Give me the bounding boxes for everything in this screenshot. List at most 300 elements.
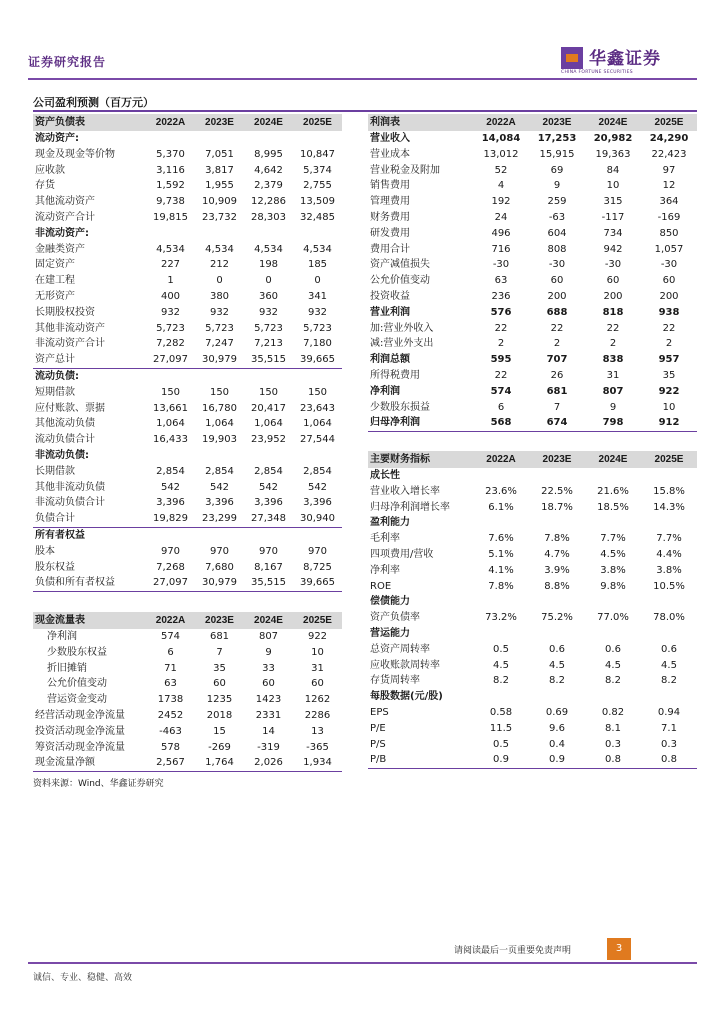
row-value: 957: [658, 354, 680, 366]
row-value: 496: [491, 227, 511, 239]
row-value: 1423: [255, 694, 282, 706]
row-value: [146, 368, 195, 384]
row-value: 4.5: [549, 659, 565, 671]
table-row: [33, 645, 342, 661]
row-value: 22,423: [651, 148, 687, 160]
row-value: 13,012: [483, 148, 519, 160]
row-label: 资产总计: [33, 352, 146, 368]
row-value: [585, 468, 641, 484]
row-value: 932: [258, 306, 279, 318]
table-row: [33, 432, 342, 448]
year-header: 2024E: [585, 451, 641, 468]
row-value: 2286: [304, 709, 331, 721]
row-label: 现金流量净额: [33, 755, 146, 771]
table-row: [368, 321, 697, 337]
row-value: 18.5%: [597, 501, 629, 513]
row-value: 8.2: [605, 675, 621, 687]
year-header: 2025E: [293, 612, 342, 629]
table-row: [33, 385, 342, 401]
row-label: 总资产周转率: [370, 643, 430, 655]
table-row: [33, 257, 342, 273]
table-row: [368, 563, 697, 579]
logo-chinese-name: 华鑫证券: [589, 49, 661, 69]
row-value: 1,057: [654, 243, 684, 255]
row-value: 0.9: [473, 752, 529, 768]
row-value: 10,847: [300, 148, 335, 160]
year-header: 2023E: [195, 114, 244, 131]
row-value: 19,363: [595, 148, 631, 160]
row-value: 2: [665, 338, 673, 350]
table-row: [368, 273, 697, 289]
row-label: 其他非流动负债: [35, 481, 105, 493]
row-value: 315: [603, 196, 623, 208]
row-value: -30: [548, 259, 566, 271]
year-header: 2022A: [146, 612, 195, 629]
row-value: 7.1: [661, 722, 677, 734]
row-value: 22: [606, 322, 620, 334]
row-value: 3,396: [303, 497, 332, 509]
year-header: 2025E: [641, 451, 697, 468]
row-value: 15: [213, 725, 226, 737]
row-value: 27,348: [244, 511, 293, 527]
row-value: 922: [307, 631, 328, 642]
row-value: [195, 131, 244, 147]
row-value: 30,979: [195, 352, 244, 368]
row-value: [529, 689, 585, 705]
table-row: [368, 531, 697, 547]
company-logo: [561, 46, 701, 76]
row-value: [473, 689, 529, 705]
row-label: 现金及现金等价物: [35, 148, 115, 160]
row-value: 7,247: [205, 338, 234, 350]
row-value: 2,854: [254, 465, 283, 477]
logo-mark-icon: [561, 47, 583, 69]
year-header: 2024E: [244, 612, 293, 629]
year-header: 2023E: [529, 114, 585, 131]
row-value: 13,661: [153, 402, 188, 414]
row-value: 604: [547, 227, 567, 239]
row-value: [641, 468, 697, 484]
row-label: 财务费用: [370, 211, 410, 223]
table-row: [368, 484, 697, 500]
row-value: 12,286: [251, 196, 286, 208]
row-value: 14: [262, 725, 275, 737]
row-value: 0.4: [549, 738, 565, 750]
table-row: [368, 594, 697, 610]
row-value: 341: [307, 290, 328, 302]
row-value: [146, 448, 195, 464]
row-label: 毛利率: [370, 533, 400, 545]
row-label: 存货周转率: [370, 675, 420, 687]
row-label: 长期股权投资: [35, 306, 95, 318]
table-row: [33, 629, 342, 645]
row-value: 1,592: [156, 180, 185, 192]
row-value: 1: [167, 275, 174, 287]
row-label: P/S: [370, 738, 386, 750]
table-row: [33, 724, 342, 740]
table-row: [33, 210, 342, 226]
row-value: [195, 368, 244, 384]
page-number: 3: [607, 938, 631, 960]
row-value: -319: [257, 741, 280, 753]
row-value: 28,303: [251, 211, 286, 223]
table-row: [33, 368, 342, 384]
row-value: 932: [160, 306, 181, 318]
table-row: [33, 661, 342, 677]
row-value: 0.8: [585, 752, 641, 768]
table-row: [33, 755, 342, 771]
row-value: 20,417: [251, 402, 286, 414]
table-row: [368, 468, 697, 484]
row-value: 10: [662, 401, 676, 413]
row-value: 4.5: [493, 659, 509, 671]
table-row: [33, 448, 342, 464]
row-value: 13,509: [300, 196, 335, 208]
row-label: 少数股东损益: [370, 401, 430, 413]
row-value: 2,567: [146, 755, 195, 771]
row-value: 970: [209, 545, 230, 557]
row-value: 716: [491, 243, 511, 255]
row-value: 150: [258, 386, 279, 398]
row-value: 2,854: [205, 465, 234, 477]
row-value: 0: [216, 275, 223, 287]
row-value: 14.3%: [653, 501, 685, 513]
year-header: 2024E: [244, 114, 293, 131]
table-header-row: [368, 451, 697, 468]
row-label: 销售费用: [370, 180, 410, 192]
row-value: 11.5: [489, 722, 513, 734]
row-label: 应收款: [35, 164, 65, 176]
row-value: [195, 226, 244, 242]
row-value: 60: [606, 275, 620, 287]
row-value: 60: [550, 275, 564, 287]
row-label: 其他流动负债: [35, 418, 95, 430]
row-value: -169: [657, 211, 681, 223]
row-value: 12: [662, 180, 676, 192]
table-row: [33, 676, 342, 692]
row-value: 6: [167, 646, 174, 658]
row-label: 净利率: [370, 564, 400, 576]
row-value: 1,064: [254, 418, 283, 430]
row-value: 10,909: [202, 196, 237, 208]
row-value: 7: [553, 401, 561, 413]
table-row: [33, 416, 342, 432]
row-value: 71: [164, 662, 177, 674]
row-value: [146, 226, 195, 242]
row-value: -30: [604, 259, 622, 271]
row-value: 807: [602, 385, 624, 397]
row-value: 5,374: [303, 164, 332, 176]
disclaimer-note: 请阅读最后一页重要免责声明: [454, 946, 572, 956]
row-label: 营业利润: [370, 306, 410, 318]
row-value: 942: [603, 243, 623, 255]
row-value: 3,396: [156, 497, 185, 509]
row-value: 7,282: [156, 338, 185, 350]
row-value: [585, 515, 641, 531]
row-value: 39,665: [293, 352, 342, 368]
row-value: 707: [546, 354, 568, 366]
table-row: [33, 242, 342, 258]
table-row: [33, 289, 342, 305]
row-value: 574: [160, 631, 181, 642]
row-value: 60: [213, 678, 226, 690]
row-label: 费用合计: [370, 243, 410, 255]
row-value: 185: [307, 259, 328, 271]
table-title: 利润表: [368, 114, 473, 131]
row-value: 52: [494, 164, 508, 176]
row-value: 5,723: [254, 322, 283, 334]
row-value: 0.82: [601, 706, 625, 718]
income-statement-table: [368, 114, 697, 432]
row-label: 非流动资产合计: [35, 338, 105, 350]
row-value: 22: [550, 322, 564, 334]
table-row: [368, 752, 697, 768]
row-value: 22: [494, 369, 508, 381]
row-value: 21.6%: [597, 485, 629, 497]
table-row: [33, 464, 342, 480]
row-value: 808: [547, 243, 567, 255]
table-row: [368, 305, 697, 321]
row-label: 每股数据(元/股): [370, 691, 443, 703]
row-value: [641, 689, 697, 705]
table-row: [33, 560, 342, 576]
row-value: 807: [258, 631, 279, 642]
row-label: EPS: [370, 706, 389, 718]
row-value: 932: [209, 306, 230, 318]
year-header: 2025E: [641, 114, 697, 131]
table-row: [368, 515, 697, 531]
row-value: 84: [606, 164, 620, 176]
row-value: 0.58: [489, 706, 513, 718]
row-value: 574: [490, 385, 512, 397]
row-value: 838: [602, 354, 624, 366]
row-value: 39,665: [293, 575, 342, 591]
table-title: 主要财务指标: [368, 451, 473, 468]
row-value: 6: [497, 401, 505, 413]
row-value: 0.94: [657, 706, 681, 718]
row-label: 营业收入: [370, 133, 410, 144]
data-source-note: 资料来源：Wind、华鑫证券研究: [33, 779, 164, 789]
row-value: 31: [311, 662, 324, 674]
table-row: [33, 495, 342, 511]
table-row: [33, 575, 342, 591]
row-value: 1,764: [195, 755, 244, 771]
row-value: [529, 626, 585, 642]
row-value: 27,097: [146, 352, 195, 368]
row-value: 0.5: [493, 738, 509, 750]
row-value: 2331: [255, 709, 282, 721]
row-value: 0.69: [545, 706, 569, 718]
row-value: 75.2%: [541, 612, 573, 624]
row-label: 无形资产: [35, 290, 75, 302]
table-row: [368, 673, 697, 689]
row-value: [195, 448, 244, 464]
row-value: [293, 368, 342, 384]
row-value: 3,396: [205, 497, 234, 509]
row-value: [244, 527, 293, 543]
financial-indicators-table: [368, 451, 697, 769]
row-label: 负债和所有者权益: [33, 575, 146, 591]
row-label: 少数股东权益: [47, 646, 107, 658]
row-value: 20,982: [593, 133, 633, 144]
row-value: 13: [311, 725, 324, 737]
row-value: 10.5%: [653, 580, 685, 592]
header-divider: [28, 78, 697, 80]
row-value: 4.1%: [488, 564, 514, 576]
row-value: 2018: [206, 709, 233, 721]
table-row: [368, 579, 697, 595]
row-label: 股本: [35, 545, 55, 557]
row-value: 681: [209, 631, 230, 642]
row-value: 364: [659, 196, 679, 208]
row-value: 9.6: [549, 722, 565, 734]
row-value: [585, 689, 641, 705]
table-row: [368, 415, 697, 431]
table-header-row: [33, 612, 342, 629]
row-value: [293, 226, 342, 242]
row-label: 流动负债合计: [35, 434, 95, 446]
row-label: 研发费用: [370, 227, 410, 239]
row-label: 管理费用: [370, 196, 410, 208]
row-value: [473, 626, 529, 642]
row-value: 17,253: [537, 133, 577, 144]
row-value: 1,064: [205, 418, 234, 430]
row-value: 542: [258, 481, 279, 493]
row-value: 192: [491, 196, 511, 208]
row-value: 0.8: [641, 752, 697, 768]
row-label: 应付账款、票据: [35, 402, 105, 414]
row-value: 60: [311, 678, 324, 690]
row-label: 营运能力: [370, 627, 410, 639]
row-value: [529, 468, 585, 484]
row-value: 4.5: [661, 659, 677, 671]
row-value: 23,732: [202, 211, 237, 223]
row-value: 227: [160, 259, 181, 271]
row-value: 7,213: [254, 338, 283, 350]
table-row: [368, 257, 697, 273]
table-row: [33, 511, 342, 527]
row-label: 归母净利润增长率: [370, 501, 450, 513]
table-row: [33, 544, 342, 560]
table-row: [368, 500, 697, 516]
row-value: 970: [258, 545, 279, 557]
row-label: 公允价值变动: [47, 678, 107, 690]
row-value: -30: [492, 259, 510, 271]
row-value: 970: [307, 545, 328, 557]
row-value: 8,167: [254, 561, 283, 573]
row-value: [244, 131, 293, 147]
row-value: [293, 527, 342, 543]
row-value: 8.1: [605, 722, 621, 734]
row-label: ROE: [370, 580, 392, 592]
row-value: 97: [662, 164, 676, 176]
row-label: 减:营业外支出: [370, 338, 434, 350]
row-value: 4.5: [605, 659, 621, 671]
table-row: [368, 610, 697, 626]
row-value: 3.8%: [656, 564, 682, 576]
row-label: 非流动负债:: [35, 449, 89, 461]
table-row: [33, 740, 342, 756]
row-value: 18.7%: [541, 501, 573, 513]
year-header: 2022A: [473, 114, 529, 131]
row-value: 0.3: [605, 738, 621, 750]
table-row: [33, 305, 342, 321]
row-label: 应收账款周转率: [370, 659, 440, 671]
row-label: 营业收入增长率: [370, 485, 440, 497]
row-value: 850: [659, 227, 679, 239]
row-value: 8.2: [493, 675, 509, 687]
row-label: 营业税金及附加: [370, 164, 440, 176]
row-value: -117: [601, 211, 625, 223]
row-value: 400: [160, 290, 181, 302]
row-label: 成长性: [370, 470, 400, 481]
row-value: 576: [490, 306, 512, 318]
row-value: 10: [606, 180, 620, 192]
table-row: [33, 194, 342, 210]
row-value: 16,780: [202, 402, 237, 414]
row-value: [195, 527, 244, 543]
logo-english-name: CHINA FORTUNE SECURITIES: [561, 70, 633, 75]
row-value: 35: [213, 662, 226, 674]
row-value: 5,723: [303, 322, 332, 334]
row-value: 63: [494, 275, 508, 287]
row-value: 1,064: [303, 418, 332, 430]
table-row: [33, 480, 342, 496]
table-header-row: [368, 114, 697, 131]
row-value: 19,829: [146, 511, 195, 527]
table-row: [368, 226, 697, 242]
cash-flow-table: [33, 612, 342, 772]
row-value: 60: [262, 678, 275, 690]
row-value: 200: [547, 290, 567, 302]
year-header: 2023E: [529, 451, 585, 468]
row-value: 15.8%: [653, 485, 685, 497]
table-row: [33, 131, 342, 147]
row-value: 360: [258, 290, 279, 302]
row-value: 10: [311, 646, 324, 658]
row-value: 8,725: [303, 561, 332, 573]
row-label: 股东权益: [35, 561, 75, 573]
row-value: 22.5%: [541, 485, 573, 497]
row-value: 7,180: [303, 338, 332, 350]
row-value: 5,723: [205, 322, 234, 334]
row-value: 568: [473, 415, 529, 431]
row-value: 1262: [304, 694, 331, 706]
row-value: 938: [658, 306, 680, 318]
table-row: [368, 147, 697, 163]
row-value: [641, 626, 697, 642]
row-value: [244, 226, 293, 242]
row-value: 24: [494, 211, 508, 223]
table-row: [368, 178, 697, 194]
row-value: 150: [160, 386, 181, 398]
row-value: 0: [314, 275, 321, 287]
table-row: [368, 352, 697, 368]
row-value: 542: [160, 481, 181, 493]
section-title: 公司盈利预测（百万元）: [33, 96, 154, 109]
row-value: [529, 594, 585, 610]
company-motto: 诚信、专业、稳健、高效: [33, 973, 133, 983]
row-value: [641, 515, 697, 531]
row-value: 8.8%: [544, 580, 570, 592]
row-label: 金融类资产: [35, 243, 85, 255]
row-label: 流动负债:: [35, 370, 79, 382]
row-label: 所有者权益: [35, 529, 85, 541]
table-header-row: [33, 114, 342, 131]
row-value: 8.2: [549, 675, 565, 687]
row-value: 23,643: [300, 402, 335, 414]
row-value: [146, 131, 195, 147]
